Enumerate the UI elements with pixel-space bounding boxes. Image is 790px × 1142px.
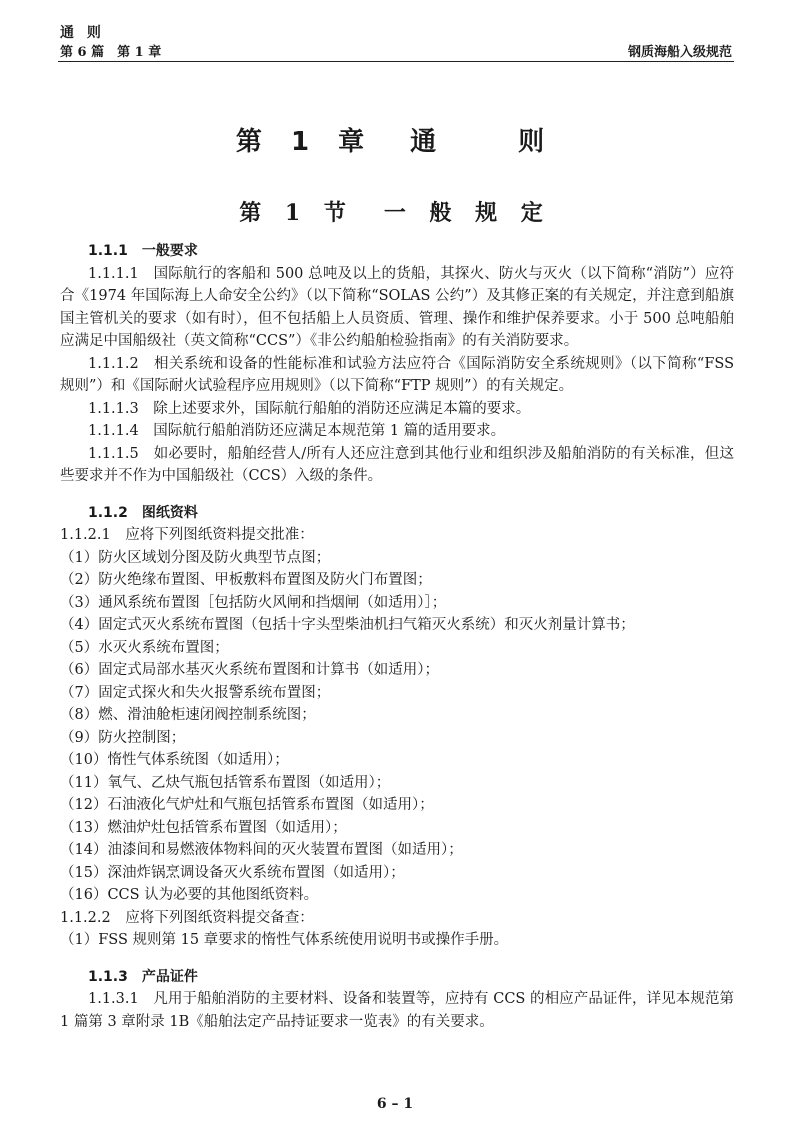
list-item: （16）CCS 认为必要的其他图纸资料。 — [60, 887, 319, 903]
list-item: （3）通风系统布置图［包括防火风闸和挡烟闸（如适用）］； — [60, 594, 447, 611]
list-item: （13）燃油炉灶包括管系布置图（如适用）； — [60, 819, 347, 836]
list-item: （10）惰性气体系统图（如适用）； — [60, 752, 289, 768]
approval-drawing-list — [60, 547, 734, 907]
header-rule — [58, 61, 734, 62]
clause-1-1-1-1: 1.1.1.1 国际航行的客船和 500 总吨及以上的货船，其探火、防火与灭火（以下简称“消防”）应符合《1974 年国际海上人命安全公约》（以下简称“SOLAS 公约”）及其修正案的有关规定，并注意到船旗国主管机关的要求（如有时），但不包括船上人员资质、管理、操作和维护保养要求。小于 500 总吨船舶应满足中国船级社（英文简称“CCS”）《非公约船舶检验指南》的有关消防要求。 — [60, 265, 734, 349]
list-item: （14）油漆间和易燃液体物料间的灭火装置布置图（如适用）； — [60, 842, 463, 858]
list-item: （1）FSS 规则第 15 章要求的惰性气体系统使用说明书或操作手册。 — [60, 932, 509, 948]
list-item: （9）防火控制图； — [60, 729, 186, 746]
running-header-title: 通 则 — [60, 25, 105, 41]
list-item: （11）氧气、乙炔气瓶包括管系布置图（如适用）； — [60, 774, 391, 791]
heading-1-1-3: 1.1.3 产品证件 — [88, 968, 198, 985]
heading-1-1-1: 1.1.1 一般要求 — [88, 243, 198, 259]
clause-1-1-1-4: 1.1.1.4 国际航行船舶消防还应满足本规范第 1 篇的适用要求。 — [88, 423, 506, 439]
clause-1-1-1-3: 1.1.1.3 除上述要求外，国际航行船舶的消防还应满足本篇的要求。 — [88, 400, 531, 417]
list-item: （7）固定式探火和失火报警系统布置图； — [60, 684, 331, 701]
clause-1-1-3-1: 1.1.3.1 凡用于船舶消防的主要材料、设备和装置等，应持有 CCS 的相应产品证件，详见本规范第 1 篇第 3 章附录 1B《船舶法定产品持证要求一览表》的有关要求。 — [60, 991, 734, 1030]
running-header-part-chapter: 第 6 篇 第 1 章 — [60, 45, 162, 60]
list-item: （5）水灭火系统布置图； — [60, 639, 229, 656]
list-item: （1）防火区域划分图及防火典型节点图； — [60, 549, 331, 566]
clause-1-1-1-5: 1.1.1.5 如必要时，船舶经营人/所有人还应注意到其他行业和组织涉及船舶消防的有关标准，但这些要求并不作为中国船级社（CCS）入级的条件。 — [60, 445, 734, 484]
heading-1-1-2: 1.1.2 图纸资料 — [88, 504, 198, 521]
section-title: 第 1 节 一 般 规 定 — [239, 200, 551, 226]
list-item: （12）石油液化气炉灶和气瓶包括管系布置图（如适用）； — [60, 797, 434, 813]
document-body — [60, 240, 734, 1033]
page-number: 6 – 1 — [376, 1096, 414, 1112]
list-item: （2）防火绝缘布置图、甲板敷料布置图及防火门布置图； — [60, 572, 432, 588]
list-item: （6）固定式局部水基灭火系统布置图和计算书（如适用）； — [60, 662, 439, 678]
chapter-title: 第 1 章 通 则 — [235, 127, 555, 157]
list-item: （4）固定式灭火系统布置图（包括十字头型柴油机扫气箱灭火系统）和灭火剂量计算书； — [60, 617, 635, 633]
list-item: （8）燃、滑油舱柜速闭阀控制系统图； — [60, 707, 316, 723]
running-header-book-title: 钢质海船入级规范 — [627, 45, 732, 60]
clause-1-1-1-2: 1.1.1.2 相关系统和设备的性能标准和试验方法应符合《国际消防安全系统规则》（以下简称“FSS 规则”）和《国际耐火试验程序应用规则》（以下简称“FTP 规则”）的有关规定。 — [60, 355, 734, 394]
list-item: （15）深油炸锅烹调设备灭火系统布置图（如适用）； — [60, 864, 405, 881]
clause-1-1-2-1: 1.1.2.1 应将下列图纸资料提交批准： — [60, 527, 314, 543]
clause-1-1-2-2: 1.1.2.2 应将下列图纸资料提交备查： — [60, 909, 314, 926]
